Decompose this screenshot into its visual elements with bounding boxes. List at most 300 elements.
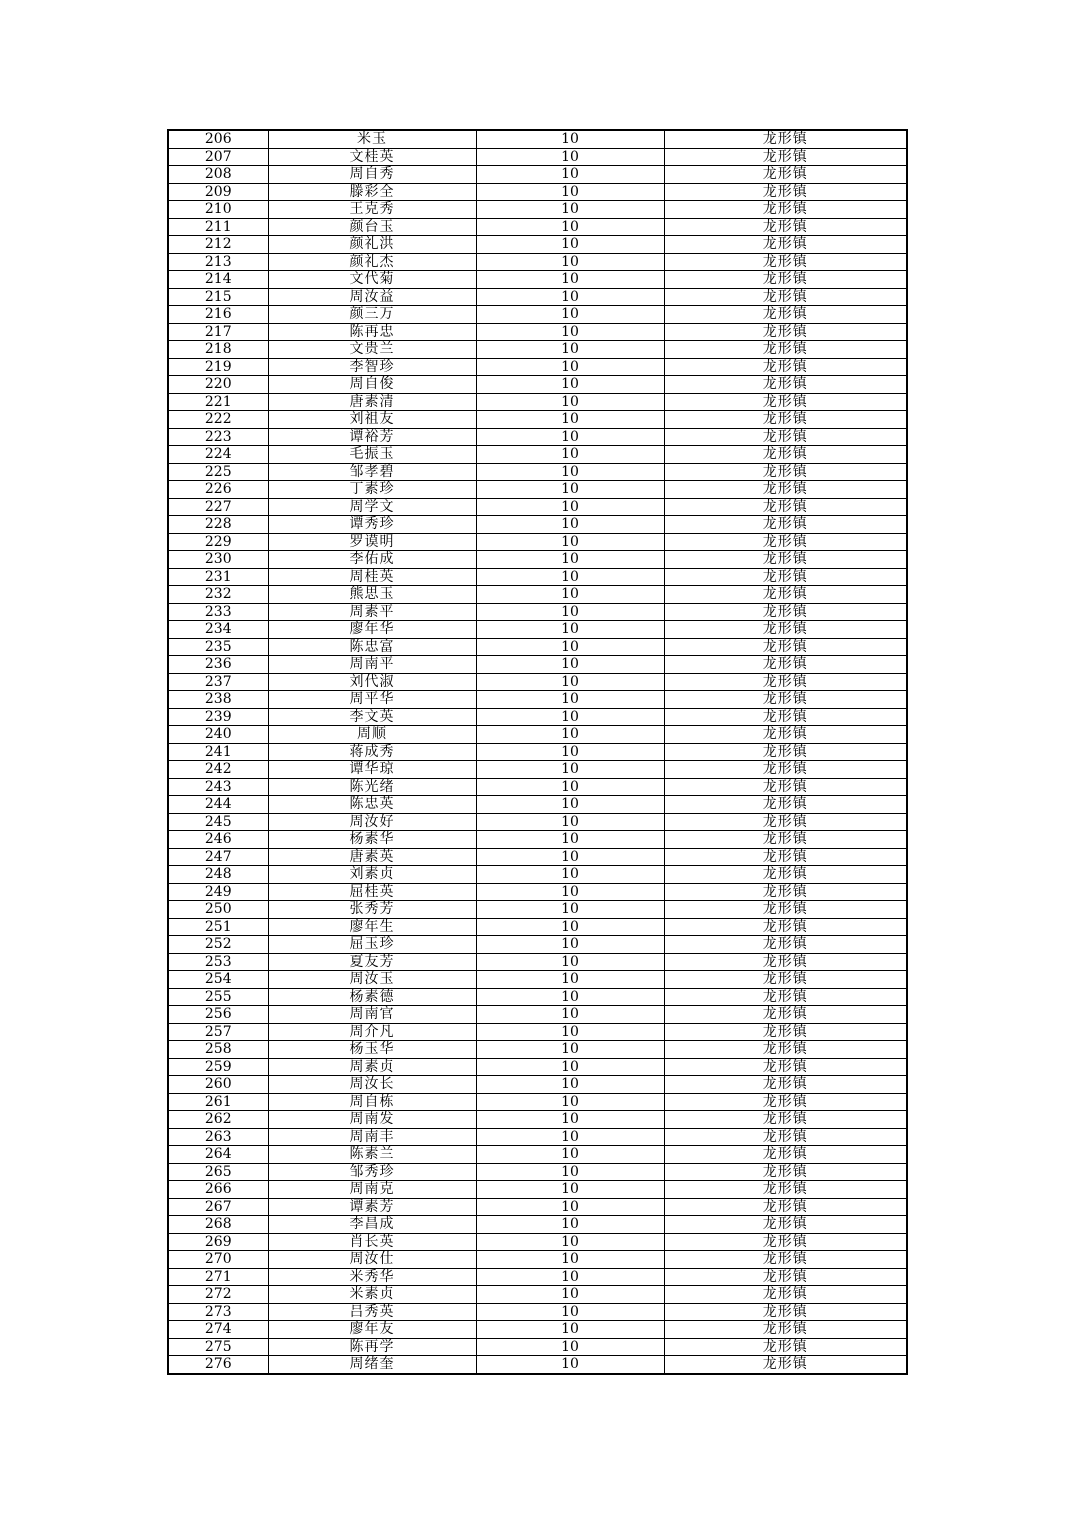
row-number-cell: 231 bbox=[168, 568, 268, 586]
name-cell: 吕秀英 bbox=[268, 1303, 476, 1321]
name-cell: 蒋成秀 bbox=[268, 743, 476, 761]
table-row bbox=[168, 148, 907, 166]
table-row bbox=[168, 656, 907, 674]
row-number-cell: 211 bbox=[168, 218, 268, 236]
name-cell: 陈忠英 bbox=[268, 796, 476, 814]
town-cell: 龙形镇 bbox=[664, 323, 907, 341]
row-number-cell: 250 bbox=[168, 901, 268, 919]
amount-cell: 10 bbox=[476, 376, 664, 394]
table-row bbox=[168, 1006, 907, 1024]
amount-cell: 10 bbox=[476, 341, 664, 359]
row-number-cell: 269 bbox=[168, 1233, 268, 1251]
amount-cell: 10 bbox=[476, 1338, 664, 1356]
row-number-cell: 238 bbox=[168, 691, 268, 709]
name-cell: 熊思玉 bbox=[268, 586, 476, 604]
name-cell: 颜礼杰 bbox=[268, 253, 476, 271]
row-number-cell: 228 bbox=[168, 516, 268, 534]
table-row bbox=[168, 358, 907, 376]
name-cell: 李文英 bbox=[268, 708, 476, 726]
town-cell: 龙形镇 bbox=[664, 901, 907, 919]
amount-cell: 10 bbox=[476, 498, 664, 516]
town-cell: 龙形镇 bbox=[664, 883, 907, 901]
row-number-cell: 267 bbox=[168, 1198, 268, 1216]
amount-cell: 10 bbox=[476, 516, 664, 534]
row-number-cell: 248 bbox=[168, 866, 268, 884]
name-cell: 文桂英 bbox=[268, 148, 476, 166]
name-cell: 丁素珍 bbox=[268, 481, 476, 499]
table-row bbox=[168, 726, 907, 744]
row-number-cell: 210 bbox=[168, 201, 268, 219]
table-row bbox=[168, 341, 907, 359]
amount-cell: 10 bbox=[476, 1181, 664, 1199]
amount-cell: 10 bbox=[476, 1111, 664, 1129]
amount-cell: 10 bbox=[476, 883, 664, 901]
town-cell: 龙形镇 bbox=[664, 726, 907, 744]
table-row bbox=[168, 691, 907, 709]
name-cell: 周介凡 bbox=[268, 1023, 476, 1041]
amount-cell: 10 bbox=[476, 201, 664, 219]
amount-cell: 10 bbox=[476, 901, 664, 919]
row-number-cell: 260 bbox=[168, 1076, 268, 1094]
table-row bbox=[168, 1058, 907, 1076]
name-cell: 杨素华 bbox=[268, 831, 476, 849]
amount-cell: 10 bbox=[476, 691, 664, 709]
amount-cell: 10 bbox=[476, 936, 664, 954]
roster-table-body bbox=[168, 130, 907, 1374]
amount-cell: 10 bbox=[476, 1233, 664, 1251]
town-cell: 龙形镇 bbox=[664, 1093, 907, 1111]
table-row bbox=[168, 1251, 907, 1269]
town-cell: 龙形镇 bbox=[664, 393, 907, 411]
row-number-cell: 242 bbox=[168, 761, 268, 779]
table-row bbox=[168, 463, 907, 481]
row-number-cell: 246 bbox=[168, 831, 268, 849]
table-row bbox=[168, 621, 907, 639]
amount-cell: 10 bbox=[476, 1093, 664, 1111]
name-cell: 周汝玉 bbox=[268, 971, 476, 989]
row-number-cell: 245 bbox=[168, 813, 268, 831]
town-cell: 龙形镇 bbox=[664, 743, 907, 761]
row-number-cell: 222 bbox=[168, 411, 268, 429]
amount-cell: 10 bbox=[476, 1023, 664, 1041]
name-cell: 屈玉珍 bbox=[268, 936, 476, 954]
amount-cell: 10 bbox=[476, 1286, 664, 1304]
amount-cell: 10 bbox=[476, 813, 664, 831]
town-cell: 龙形镇 bbox=[664, 516, 907, 534]
amount-cell: 10 bbox=[476, 1146, 664, 1164]
town-cell: 龙形镇 bbox=[664, 1198, 907, 1216]
town-cell: 龙形镇 bbox=[664, 551, 907, 569]
town-cell: 龙形镇 bbox=[664, 866, 907, 884]
name-cell: 张秀芳 bbox=[268, 901, 476, 919]
amount-cell: 10 bbox=[476, 446, 664, 464]
town-cell: 龙形镇 bbox=[664, 813, 907, 831]
row-number-cell: 229 bbox=[168, 533, 268, 551]
table-row bbox=[168, 271, 907, 289]
table-row bbox=[168, 288, 907, 306]
table-row bbox=[168, 1198, 907, 1216]
town-cell: 龙形镇 bbox=[664, 568, 907, 586]
row-number-cell: 253 bbox=[168, 953, 268, 971]
amount-cell: 10 bbox=[476, 236, 664, 254]
town-cell: 龙形镇 bbox=[664, 1251, 907, 1269]
table-row bbox=[168, 586, 907, 604]
amount-cell: 10 bbox=[476, 183, 664, 201]
town-cell: 龙形镇 bbox=[664, 1338, 907, 1356]
table-row bbox=[168, 1093, 907, 1111]
amount-cell: 10 bbox=[476, 148, 664, 166]
row-number-cell: 271 bbox=[168, 1268, 268, 1286]
town-cell: 龙形镇 bbox=[664, 428, 907, 446]
town-cell: 龙形镇 bbox=[664, 498, 907, 516]
name-cell: 周汝仕 bbox=[268, 1251, 476, 1269]
town-cell: 龙形镇 bbox=[664, 1128, 907, 1146]
row-number-cell: 251 bbox=[168, 918, 268, 936]
table-row bbox=[168, 901, 907, 919]
table-row bbox=[168, 1111, 907, 1129]
town-cell: 龙形镇 bbox=[664, 1006, 907, 1024]
town-cell: 龙形镇 bbox=[664, 1041, 907, 1059]
town-cell: 龙形镇 bbox=[664, 236, 907, 254]
row-number-cell: 237 bbox=[168, 673, 268, 691]
row-number-cell: 219 bbox=[168, 358, 268, 376]
table-row bbox=[168, 411, 907, 429]
town-cell: 龙形镇 bbox=[664, 708, 907, 726]
town-cell: 龙形镇 bbox=[664, 831, 907, 849]
name-cell: 唐素清 bbox=[268, 393, 476, 411]
amount-cell: 10 bbox=[476, 1076, 664, 1094]
amount-cell: 10 bbox=[476, 568, 664, 586]
town-cell: 龙形镇 bbox=[664, 1111, 907, 1129]
row-number-cell: 230 bbox=[168, 551, 268, 569]
name-cell: 陈忠富 bbox=[268, 638, 476, 656]
town-cell: 龙形镇 bbox=[664, 533, 907, 551]
town-cell: 龙形镇 bbox=[664, 586, 907, 604]
name-cell: 杨素德 bbox=[268, 988, 476, 1006]
table-row bbox=[168, 218, 907, 236]
town-cell: 龙形镇 bbox=[664, 166, 907, 184]
table-row bbox=[168, 1216, 907, 1234]
amount-cell: 10 bbox=[476, 761, 664, 779]
name-cell: 周南克 bbox=[268, 1181, 476, 1199]
row-number-cell: 252 bbox=[168, 936, 268, 954]
table-row bbox=[168, 323, 907, 341]
amount-cell: 10 bbox=[476, 778, 664, 796]
town-cell: 龙形镇 bbox=[664, 1058, 907, 1076]
row-number-cell: 218 bbox=[168, 341, 268, 359]
row-number-cell: 241 bbox=[168, 743, 268, 761]
table-row bbox=[168, 236, 907, 254]
town-cell: 龙形镇 bbox=[664, 463, 907, 481]
amount-cell: 10 bbox=[476, 656, 664, 674]
town-cell: 龙形镇 bbox=[664, 1023, 907, 1041]
name-cell: 廖年华 bbox=[268, 621, 476, 639]
amount-cell: 10 bbox=[476, 796, 664, 814]
town-cell: 龙形镇 bbox=[664, 288, 907, 306]
table-row bbox=[168, 638, 907, 656]
town-cell: 龙形镇 bbox=[664, 1076, 907, 1094]
town-cell: 龙形镇 bbox=[664, 271, 907, 289]
row-number-cell: 209 bbox=[168, 183, 268, 201]
amount-cell: 10 bbox=[476, 1321, 664, 1339]
name-cell: 陈光绪 bbox=[268, 778, 476, 796]
table-row bbox=[168, 1356, 907, 1374]
amount-cell: 10 bbox=[476, 428, 664, 446]
amount-cell: 10 bbox=[476, 726, 664, 744]
amount-cell: 10 bbox=[476, 953, 664, 971]
table-row bbox=[168, 1076, 907, 1094]
name-cell: 廖年生 bbox=[268, 918, 476, 936]
name-cell: 李佑成 bbox=[268, 551, 476, 569]
row-number-cell: 217 bbox=[168, 323, 268, 341]
table-row bbox=[168, 1303, 907, 1321]
row-number-cell: 258 bbox=[168, 1041, 268, 1059]
name-cell: 周桂英 bbox=[268, 568, 476, 586]
table-row bbox=[168, 306, 907, 324]
row-number-cell: 212 bbox=[168, 236, 268, 254]
name-cell: 陈再学 bbox=[268, 1338, 476, 1356]
table-row bbox=[168, 130, 907, 148]
table-row bbox=[168, 1181, 907, 1199]
table-row bbox=[168, 428, 907, 446]
row-number-cell: 247 bbox=[168, 848, 268, 866]
town-cell: 龙形镇 bbox=[664, 953, 907, 971]
table-row bbox=[168, 498, 907, 516]
name-cell: 谭秀珍 bbox=[268, 516, 476, 534]
amount-cell: 10 bbox=[476, 866, 664, 884]
name-cell: 周汝益 bbox=[268, 288, 476, 306]
amount-cell: 10 bbox=[476, 1006, 664, 1024]
name-cell: 周绪奎 bbox=[268, 1356, 476, 1374]
row-number-cell: 208 bbox=[168, 166, 268, 184]
town-cell: 龙形镇 bbox=[664, 936, 907, 954]
name-cell: 毛振玉 bbox=[268, 446, 476, 464]
row-number-cell: 227 bbox=[168, 498, 268, 516]
table-row bbox=[168, 673, 907, 691]
town-cell: 龙形镇 bbox=[664, 148, 907, 166]
town-cell: 龙形镇 bbox=[664, 673, 907, 691]
table-row bbox=[168, 1023, 907, 1041]
row-number-cell: 243 bbox=[168, 778, 268, 796]
row-number-cell: 264 bbox=[168, 1146, 268, 1164]
town-cell: 龙形镇 bbox=[664, 1286, 907, 1304]
town-cell: 龙形镇 bbox=[664, 341, 907, 359]
amount-cell: 10 bbox=[476, 918, 664, 936]
row-number-cell: 275 bbox=[168, 1338, 268, 1356]
name-cell: 谭裕芳 bbox=[268, 428, 476, 446]
name-cell: 夏友芳 bbox=[268, 953, 476, 971]
town-cell: 龙形镇 bbox=[664, 796, 907, 814]
amount-cell: 10 bbox=[476, 1251, 664, 1269]
amount-cell: 10 bbox=[476, 1303, 664, 1321]
row-number-cell: 244 bbox=[168, 796, 268, 814]
table-row bbox=[168, 988, 907, 1006]
table-row bbox=[168, 516, 907, 534]
town-cell: 龙形镇 bbox=[664, 218, 907, 236]
name-cell: 陈素兰 bbox=[268, 1146, 476, 1164]
row-number-cell: 270 bbox=[168, 1251, 268, 1269]
town-cell: 龙形镇 bbox=[664, 358, 907, 376]
name-cell: 米玉 bbox=[268, 130, 476, 148]
name-cell: 米秀华 bbox=[268, 1268, 476, 1286]
town-cell: 龙形镇 bbox=[664, 201, 907, 219]
table-row bbox=[168, 866, 907, 884]
amount-cell: 10 bbox=[476, 323, 664, 341]
name-cell: 周自秀 bbox=[268, 166, 476, 184]
row-number-cell: 265 bbox=[168, 1163, 268, 1181]
name-cell: 米素贞 bbox=[268, 1286, 476, 1304]
row-number-cell: 273 bbox=[168, 1303, 268, 1321]
name-cell: 颜三万 bbox=[268, 306, 476, 324]
row-number-cell: 226 bbox=[168, 481, 268, 499]
row-number-cell: 266 bbox=[168, 1181, 268, 1199]
table-row bbox=[168, 1041, 907, 1059]
name-cell: 刘祖友 bbox=[268, 411, 476, 429]
amount-cell: 10 bbox=[476, 358, 664, 376]
name-cell: 罗谟明 bbox=[268, 533, 476, 551]
table-row bbox=[168, 708, 907, 726]
amount-cell: 10 bbox=[476, 253, 664, 271]
amount-cell: 10 bbox=[476, 1198, 664, 1216]
name-cell: 谭素芳 bbox=[268, 1198, 476, 1216]
table-row bbox=[168, 971, 907, 989]
town-cell: 龙形镇 bbox=[664, 988, 907, 1006]
town-cell: 龙形镇 bbox=[664, 656, 907, 674]
table-row bbox=[168, 253, 907, 271]
amount-cell: 10 bbox=[476, 1128, 664, 1146]
row-number-cell: 255 bbox=[168, 988, 268, 1006]
amount-cell: 10 bbox=[476, 166, 664, 184]
town-cell: 龙形镇 bbox=[664, 481, 907, 499]
row-number-cell: 249 bbox=[168, 883, 268, 901]
amount-cell: 10 bbox=[476, 130, 664, 148]
name-cell: 周素平 bbox=[268, 603, 476, 621]
amount-cell: 10 bbox=[476, 1268, 664, 1286]
row-number-cell: 263 bbox=[168, 1128, 268, 1146]
town-cell: 龙形镇 bbox=[664, 1303, 907, 1321]
town-cell: 龙形镇 bbox=[664, 761, 907, 779]
amount-cell: 10 bbox=[476, 743, 664, 761]
table-row bbox=[168, 848, 907, 866]
table-row bbox=[168, 1286, 907, 1304]
town-cell: 龙形镇 bbox=[664, 1321, 907, 1339]
row-number-cell: 223 bbox=[168, 428, 268, 446]
row-number-cell: 272 bbox=[168, 1286, 268, 1304]
table-row bbox=[168, 481, 907, 499]
amount-cell: 10 bbox=[476, 1216, 664, 1234]
row-number-cell: 234 bbox=[168, 621, 268, 639]
row-number-cell: 259 bbox=[168, 1058, 268, 1076]
amount-cell: 10 bbox=[476, 708, 664, 726]
name-cell: 邹秀珍 bbox=[268, 1163, 476, 1181]
name-cell: 周自栋 bbox=[268, 1093, 476, 1111]
row-number-cell: 276 bbox=[168, 1356, 268, 1374]
amount-cell: 10 bbox=[476, 603, 664, 621]
name-cell: 李智珍 bbox=[268, 358, 476, 376]
table-row bbox=[168, 1146, 907, 1164]
town-cell: 龙形镇 bbox=[664, 1181, 907, 1199]
name-cell: 周南官 bbox=[268, 1006, 476, 1024]
name-cell: 屈桂英 bbox=[268, 883, 476, 901]
table-row bbox=[168, 1128, 907, 1146]
name-cell: 文代菊 bbox=[268, 271, 476, 289]
table-row bbox=[168, 743, 907, 761]
table-row bbox=[168, 166, 907, 184]
amount-cell: 10 bbox=[476, 463, 664, 481]
name-cell: 周平华 bbox=[268, 691, 476, 709]
amount-cell: 10 bbox=[476, 533, 664, 551]
name-cell: 周学文 bbox=[268, 498, 476, 516]
row-number-cell: 274 bbox=[168, 1321, 268, 1339]
table-row bbox=[168, 761, 907, 779]
name-cell: 李昌成 bbox=[268, 1216, 476, 1234]
row-number-cell: 213 bbox=[168, 253, 268, 271]
name-cell: 周汝好 bbox=[268, 813, 476, 831]
table-row bbox=[168, 936, 907, 954]
name-cell: 王克秀 bbox=[268, 201, 476, 219]
row-number-cell: 207 bbox=[168, 148, 268, 166]
town-cell: 龙形镇 bbox=[664, 603, 907, 621]
roster-table bbox=[167, 129, 908, 1375]
town-cell: 龙形镇 bbox=[664, 376, 907, 394]
table-row bbox=[168, 778, 907, 796]
row-number-cell: 220 bbox=[168, 376, 268, 394]
amount-cell: 10 bbox=[476, 306, 664, 324]
amount-cell: 10 bbox=[476, 1041, 664, 1059]
name-cell: 周南平 bbox=[268, 656, 476, 674]
amount-cell: 10 bbox=[476, 551, 664, 569]
amount-cell: 10 bbox=[476, 1356, 664, 1374]
table-row bbox=[168, 953, 907, 971]
town-cell: 龙形镇 bbox=[664, 971, 907, 989]
amount-cell: 10 bbox=[476, 971, 664, 989]
row-number-cell: 233 bbox=[168, 603, 268, 621]
amount-cell: 10 bbox=[476, 621, 664, 639]
table-row bbox=[168, 1321, 907, 1339]
town-cell: 龙形镇 bbox=[664, 253, 907, 271]
row-number-cell: 261 bbox=[168, 1093, 268, 1111]
town-cell: 龙形镇 bbox=[664, 638, 907, 656]
row-number-cell: 215 bbox=[168, 288, 268, 306]
row-number-cell: 214 bbox=[168, 271, 268, 289]
town-cell: 龙形镇 bbox=[664, 183, 907, 201]
table-row bbox=[168, 883, 907, 901]
town-cell: 龙形镇 bbox=[664, 778, 907, 796]
row-number-cell: 232 bbox=[168, 586, 268, 604]
row-number-cell: 256 bbox=[168, 1006, 268, 1024]
amount-cell: 10 bbox=[476, 481, 664, 499]
name-cell: 唐素英 bbox=[268, 848, 476, 866]
town-cell: 龙形镇 bbox=[664, 1233, 907, 1251]
row-number-cell: 235 bbox=[168, 638, 268, 656]
name-cell: 刘素贞 bbox=[268, 866, 476, 884]
row-number-cell: 240 bbox=[168, 726, 268, 744]
town-cell: 龙形镇 bbox=[664, 691, 907, 709]
row-number-cell: 206 bbox=[168, 130, 268, 148]
name-cell: 周南丰 bbox=[268, 1128, 476, 1146]
amount-cell: 10 bbox=[476, 586, 664, 604]
town-cell: 龙形镇 bbox=[664, 1356, 907, 1374]
table-row bbox=[168, 1233, 907, 1251]
name-cell: 滕彩全 bbox=[268, 183, 476, 201]
name-cell: 周南发 bbox=[268, 1111, 476, 1129]
table-row bbox=[168, 201, 907, 219]
amount-cell: 10 bbox=[476, 1058, 664, 1076]
amount-cell: 10 bbox=[476, 831, 664, 849]
town-cell: 龙形镇 bbox=[664, 621, 907, 639]
table-row bbox=[168, 813, 907, 831]
table-row bbox=[168, 603, 907, 621]
